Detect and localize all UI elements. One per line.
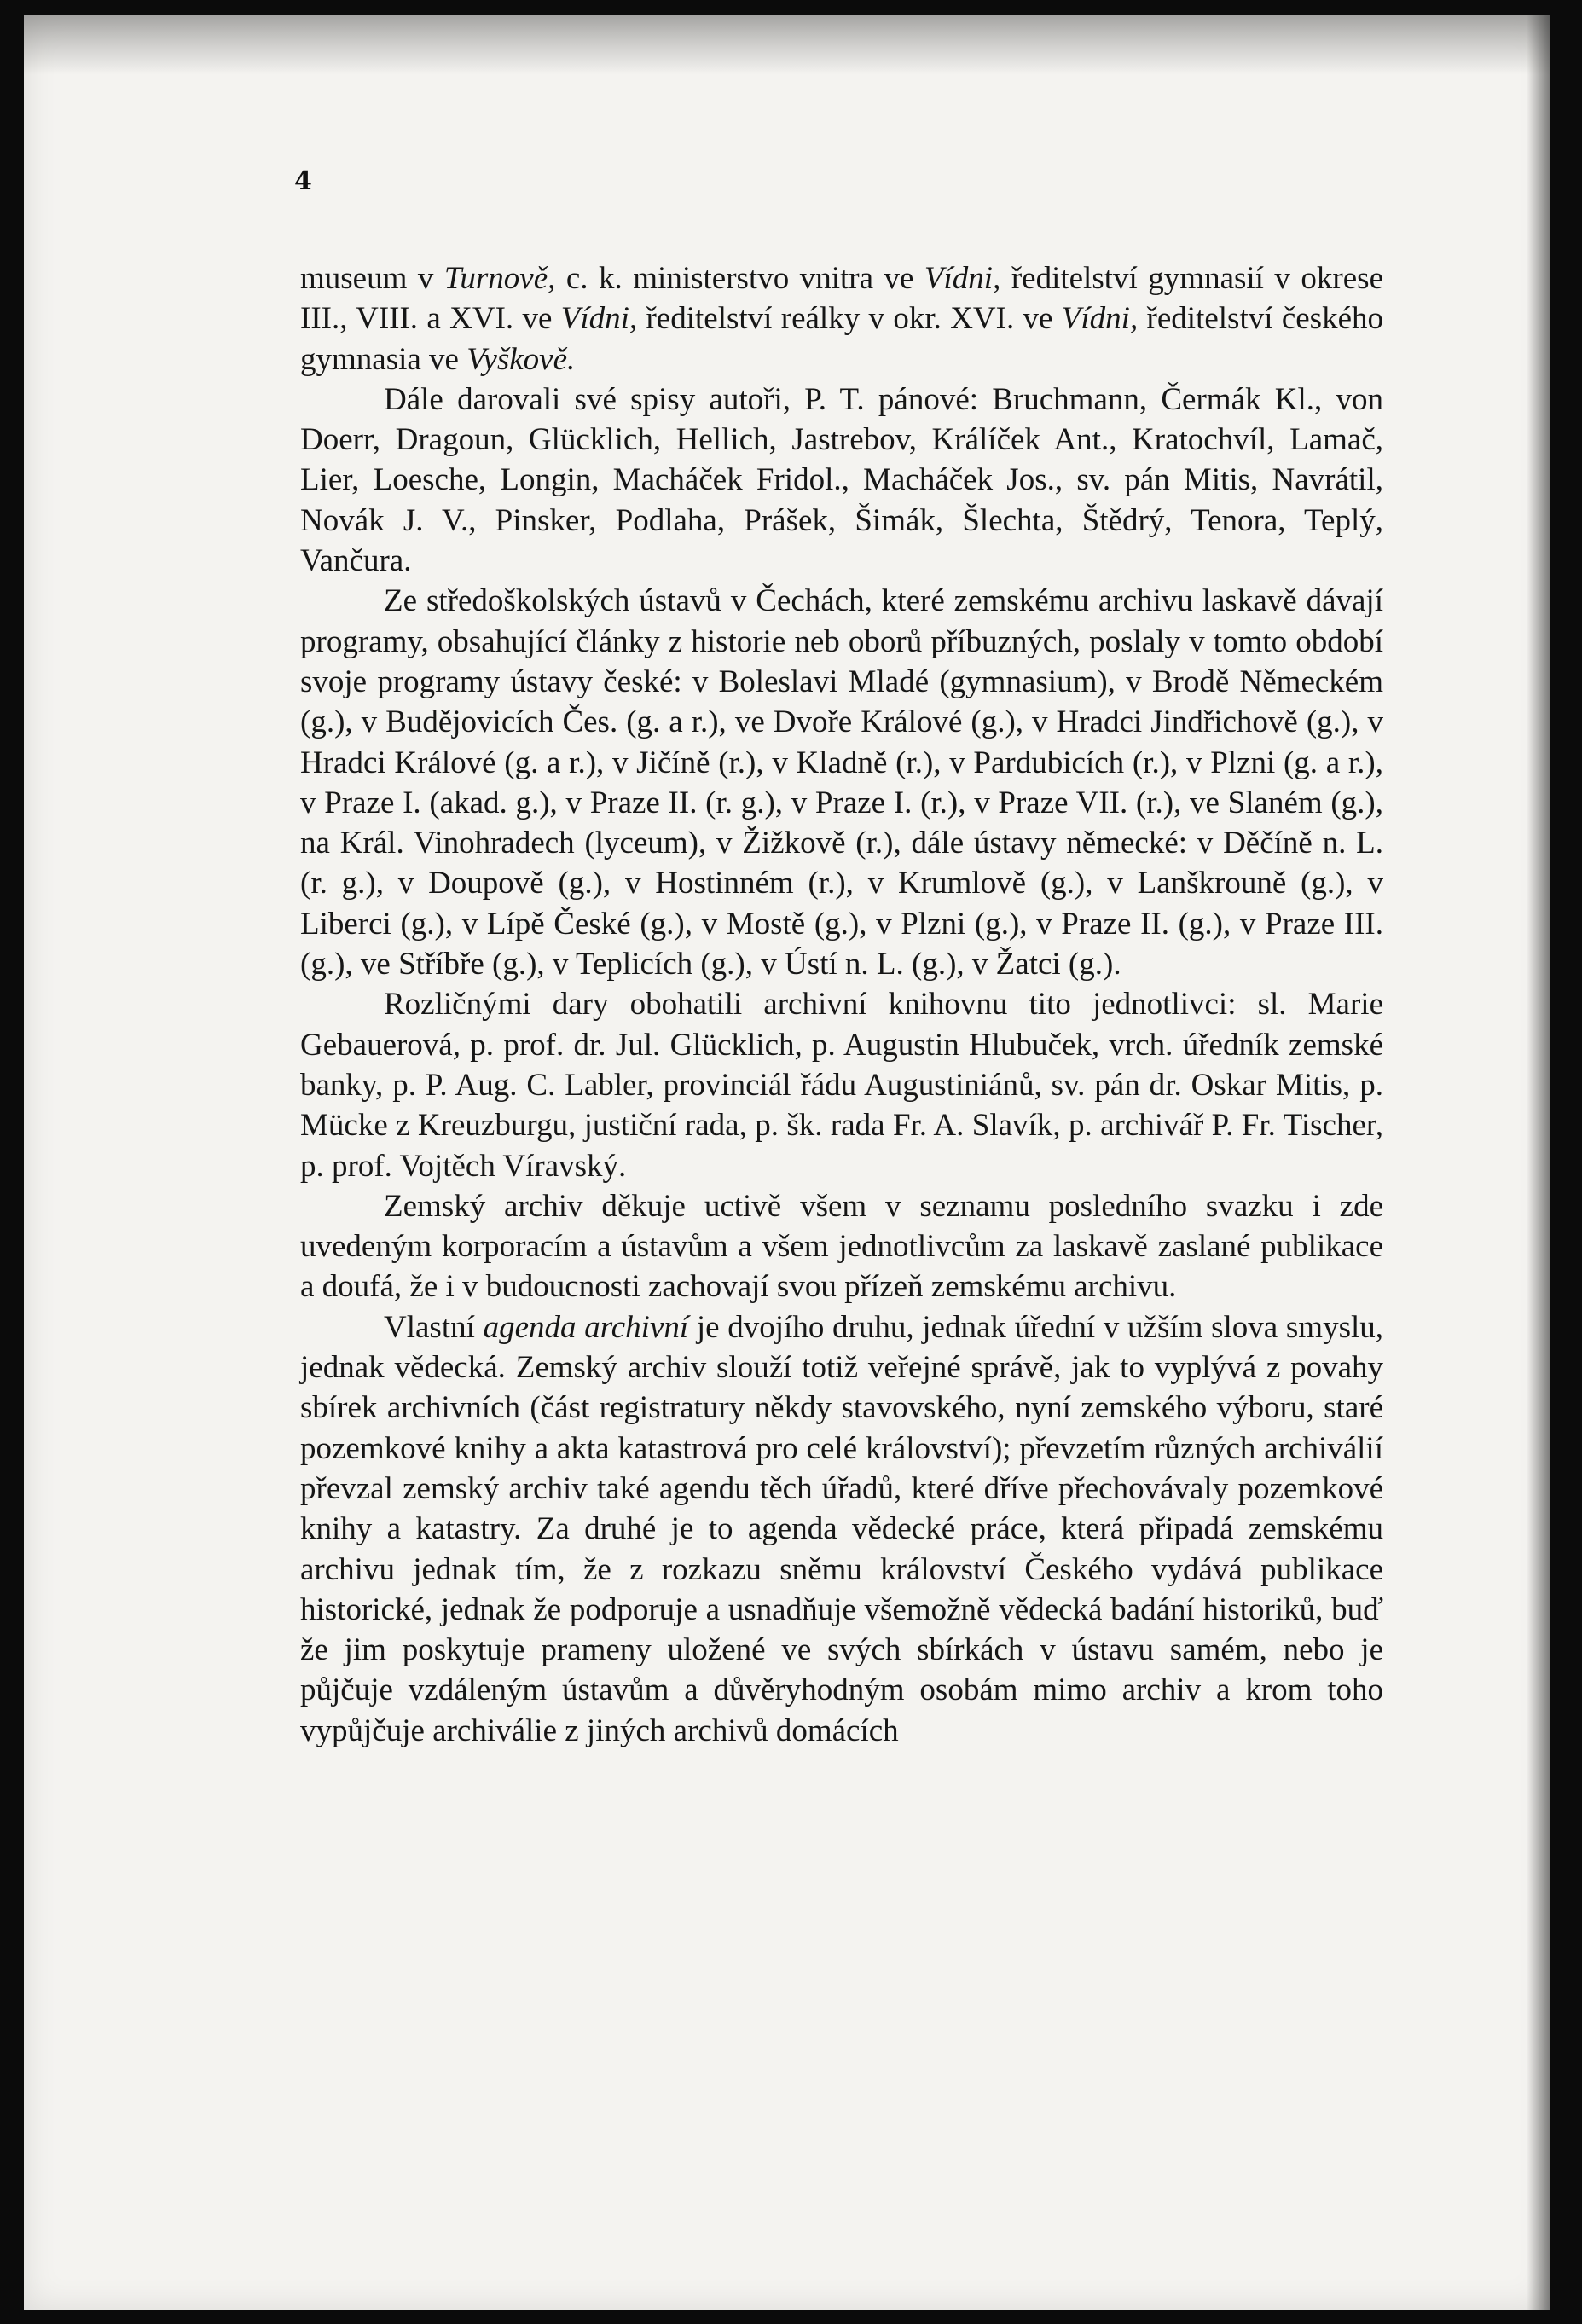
- italic-run: Vídni,: [560, 301, 638, 337]
- text-run: je dvojího druhu, jednak úřední v užším slova smyslu, jednak vědecká. Zemský archiv slouží totiž veřejné správě, jak to vyplývá z povahy sbírek archivních (část registratury někdy stavovského, nyní zemského výboru, staré pozemkové knihy a akta katastrová pro celé království); převzetím různých archiválií převzal zemský archiv také agendu těch úřadů, které dříve přechovávaly pozemkové knihy a katastry. Za druhé je to agenda vědecké práce, která připadá zemskému archivu jednak tím, že z rozkazu sněmu království Českého vydává publikace historické, jednak že podporuje a usnadňuje všemožně vědecká badání historiků, buď že jim poskytuje prameny uložené ve svých sbírkách v ústavu samém, nebo je půjčuje vzdáleným ústavům a důvěryhodným osobám mimo archiv a krom toho vypůjčuje archiválie z jiných archivů domácích: [300, 1309, 1384, 1748]
- paper-top-shadow: [24, 15, 1550, 75]
- text-run: Vlastní: [384, 1309, 484, 1345]
- paper-right-shadow: [1527, 15, 1550, 2310]
- body-text: [300, 258, 1383, 1751]
- text-run: Zemský archiv děkuje uctivě všem v seznamu posledního svazku i zde uvedeným korporacím a ústavům a všem jednotlivcům za laskavě zaslané publikace a doufá, že i v budoucnosti zachovají svou přízeň zemskému archivu.: [300, 1188, 1383, 1305]
- paragraph-thanks: [300, 1186, 1383, 1307]
- paragraph-donors-institutions: [300, 258, 1383, 380]
- text-run: ředitelství gymnasií v okrese III., VIII. a XVI. ve: [300, 261, 1383, 337]
- italic-run: Vídni,: [924, 261, 1001, 296]
- text-run: ředitelství reálky v okr. XVI. ve: [637, 301, 1062, 337]
- page-number: 4: [294, 166, 312, 196]
- text-run: Rozličnými dary obohatili archivní knihovnu tito jednotlivci: sl. Marie Gebauerová, p. prof. dr. Jul. Glücklich, p. Augustin Hlubuček, vrch. úředník zemské banky, p. P. Aug. C. Labler, provinciál řádu Augustiniánů, sv. pán dr. Oskar Mitis, p. Mücke z Kreuzburgu, justiční rada, p. šk. rada Fr. A. Slavík, p. archivář P. Fr. Tischer, p. prof. Vojtěch Víravský.: [300, 987, 1383, 1184]
- text-run: Ze středoškolských ústavů v Čechách, které zemskému archivu laskavě dávají programy, obsahující články z historie neb oborů příbuzných, poslaly v tomto období svoje programy ústavy české: v Boleslavi Mladé (gymnasium), v Brodě Německém (g.), v Budějovicích Čes. (g. a r.), ve Dvoře Králové (g.), v Hradci Jindřichově (g.), v Hradci Králové (g. a r.), v Jičíně (r.), v Kladně (r.), v Pardubicích (r.), v Plzni (g. a r.), v Praze I. (akad. g.), v Praze II. (r. g.), v Praze I. (r.), v Praze VII. (r.), ve Slaném (g.), na Král. Vinohradech (lyceum), v Žižkově (r.), dále ústavy německé: v Děčíně n. L. (r. g.), v Doupově (g.), v Hostinném (r.), v Krumlově (g.), v Lanškrouně (g.), v Liberci (g.), v Lípě České (g.), v Mostě (g.), v Plzni (g.), v Praze II. (g.), v Praze III. (g.), ve Stříbře (g.), v Teplicích (g.), v Ústí n. L. (g.), v Žatci (g.).: [300, 583, 1383, 982]
- text-run: c. k. ministerstvo vnitra ve: [555, 261, 924, 296]
- italic-run: agenda archivní: [483, 1309, 689, 1345]
- italic-run: Vyškově.: [466, 341, 576, 377]
- paragraph-donor-authors: [300, 380, 1383, 581]
- paragraph-archive-agenda: [300, 1307, 1383, 1751]
- paragraph-individual-donors: [300, 984, 1383, 1185]
- text-run: ředitelství českého gymnasia ve: [300, 301, 1383, 377]
- text-run: museum v: [300, 261, 444, 296]
- italic-run: Turnově,: [443, 261, 556, 296]
- italic-run: Vídni,: [1061, 301, 1139, 337]
- paragraph-school-programs: [300, 581, 1383, 984]
- text-run: Dále darovali své spisy autoři, P. T. pánové: Bruchmann, Čermák Kl., von Doerr, Dragoun, Glücklich, Hellich, Jastrebov, Králíček Ant., Kratochvíl, Lamač, Lier, Loesche, Longin, Macháček Fridol., Macháček Jos., sv. pán Mitis, Navrátil, Novák J. V., Pinsker, Podlaha, Prášek, Šimák, Šlechta, Štědrý, Tenora, Teplý, Vančura.: [300, 381, 1383, 579]
